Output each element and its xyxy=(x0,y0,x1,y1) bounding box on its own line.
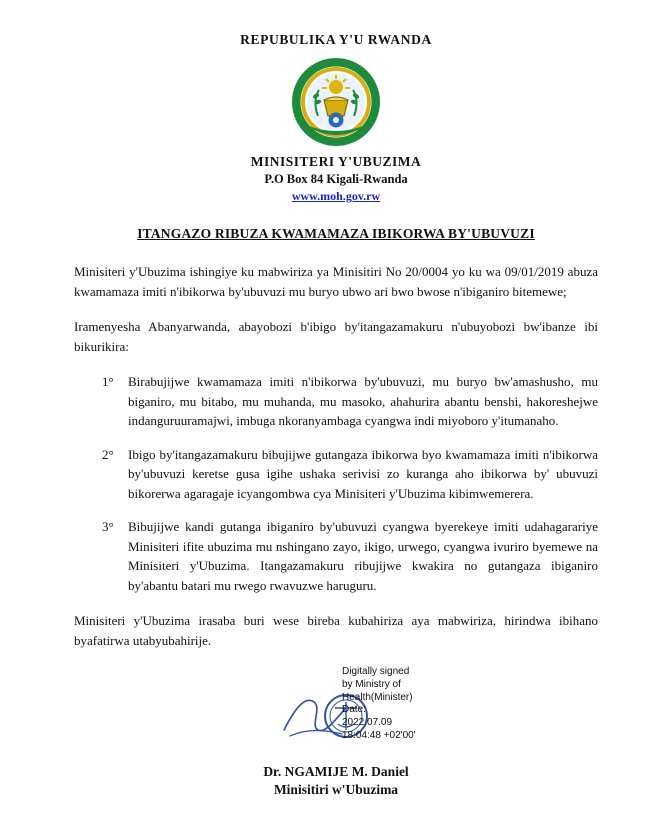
signer-role: Minisitiri w'Ubuzima xyxy=(273,782,399,797)
country-title: REPUBULIKA Y'U RWANDA xyxy=(240,32,432,47)
list-item xyxy=(102,372,598,431)
digital-signature-line: 18:04:48 +02'00' xyxy=(342,729,416,741)
list-item-marker: 1° xyxy=(102,374,114,389)
ministry-website-link[interactable]: www.moh.gov.rw xyxy=(291,189,381,203)
signature-block xyxy=(74,666,598,762)
ministry-title: MINISITERI Y'UBUZIMA xyxy=(250,154,422,169)
intro-paragraph-1: Minisiteri y'Ubuzima ishingiye ku mabwiriza ya Minisitiri No 20/0004 yo ku wa 09/01/2019 abuza kwamamaza imiti n'ibikorwa by'ubuvuzi mu buryo ubwo ari bwo bwose n'ibiganiro bitemewe; xyxy=(74,264,598,299)
intro-paragraph-2: Iramenyesha Abanyarwanda, abayobozi b'ibigo by'itangazamakuru n'ubuyobozi bw'ibanze ibi bikurikira: xyxy=(74,319,598,354)
list-item-marker: 2° xyxy=(102,446,114,462)
directives-list xyxy=(74,372,598,595)
digital-signature-line: 2022.07.09 xyxy=(342,717,393,729)
list-item-text: Bibujijwe kandi gutanga ibiganiro by'ubuvuzi cyangwa byerekeye imiti udahagarariye Minisiteri ifite ubuzima mu nshingano zayo, ikigo, urwego, cyangwa ivuriro byemewe na Minisiteri y'Ubuzima. Itangazamakuru ribujijwe kwakira no gutangaza ibiganiro by'abantu batari mu rwego rwavuzwe haruguru. xyxy=(128,519,598,593)
digital-signature-line: Date: xyxy=(342,704,366,716)
signer-name: Dr. NGAMIJE M. Daniel xyxy=(263,764,409,779)
list-item-text: Ibigo by'itangazamakuru bibujijwe gutangaza ibikorwa byo kwamamaza imiti n'ibikorwa by'ubuvuzi keretse gusa igihe ushaka serivisi zo kuranga aho ibikorwa by' ubuvuzi bikorerwa agaragaje icyangombwa cya Minisiteri y'Ubuzima kibimwemerera. xyxy=(128,446,598,501)
digital-signature-line: Digitally signed xyxy=(342,666,410,677)
closing-paragraph: Minisiteri y'Ubuzima irasaba buri wese bireba kubahiriza aya mabwiriza, hirindwa ibihano byafatirwa utabyubahirije. xyxy=(74,613,598,648)
list-item xyxy=(102,445,598,504)
document-title: ITANGAZO RIBUZA KWAMAMAZA IBIKORWA BY'UBUVUZI xyxy=(137,226,535,241)
list-item xyxy=(102,517,598,595)
rwanda-coat-of-arms-icon xyxy=(284,54,388,148)
list-item-text: Birabujijwe kwamamaza imiti n'ibikorwa by'ubuvuzi, mu buryo bw'amashusho, mu biganiro, mu bitabo, mu muhanda, mu masoko, ahahurira abantu benshi, hakoreshejwe indanguruuramajwi, imbuga nkoranyambaga cyangwa indi miyoboro y'itumanaho. xyxy=(128,374,598,428)
digital-signature-details xyxy=(342,666,492,743)
coat-of-arms-emblem xyxy=(74,54,598,148)
digital-signature-line: by Ministry of xyxy=(342,678,401,690)
digital-signature-line: Health(Minister) xyxy=(342,691,413,703)
ministry-address: P.O Box 84 Kigali-Rwanda xyxy=(264,172,408,186)
list-item-marker: 3° xyxy=(102,519,114,534)
